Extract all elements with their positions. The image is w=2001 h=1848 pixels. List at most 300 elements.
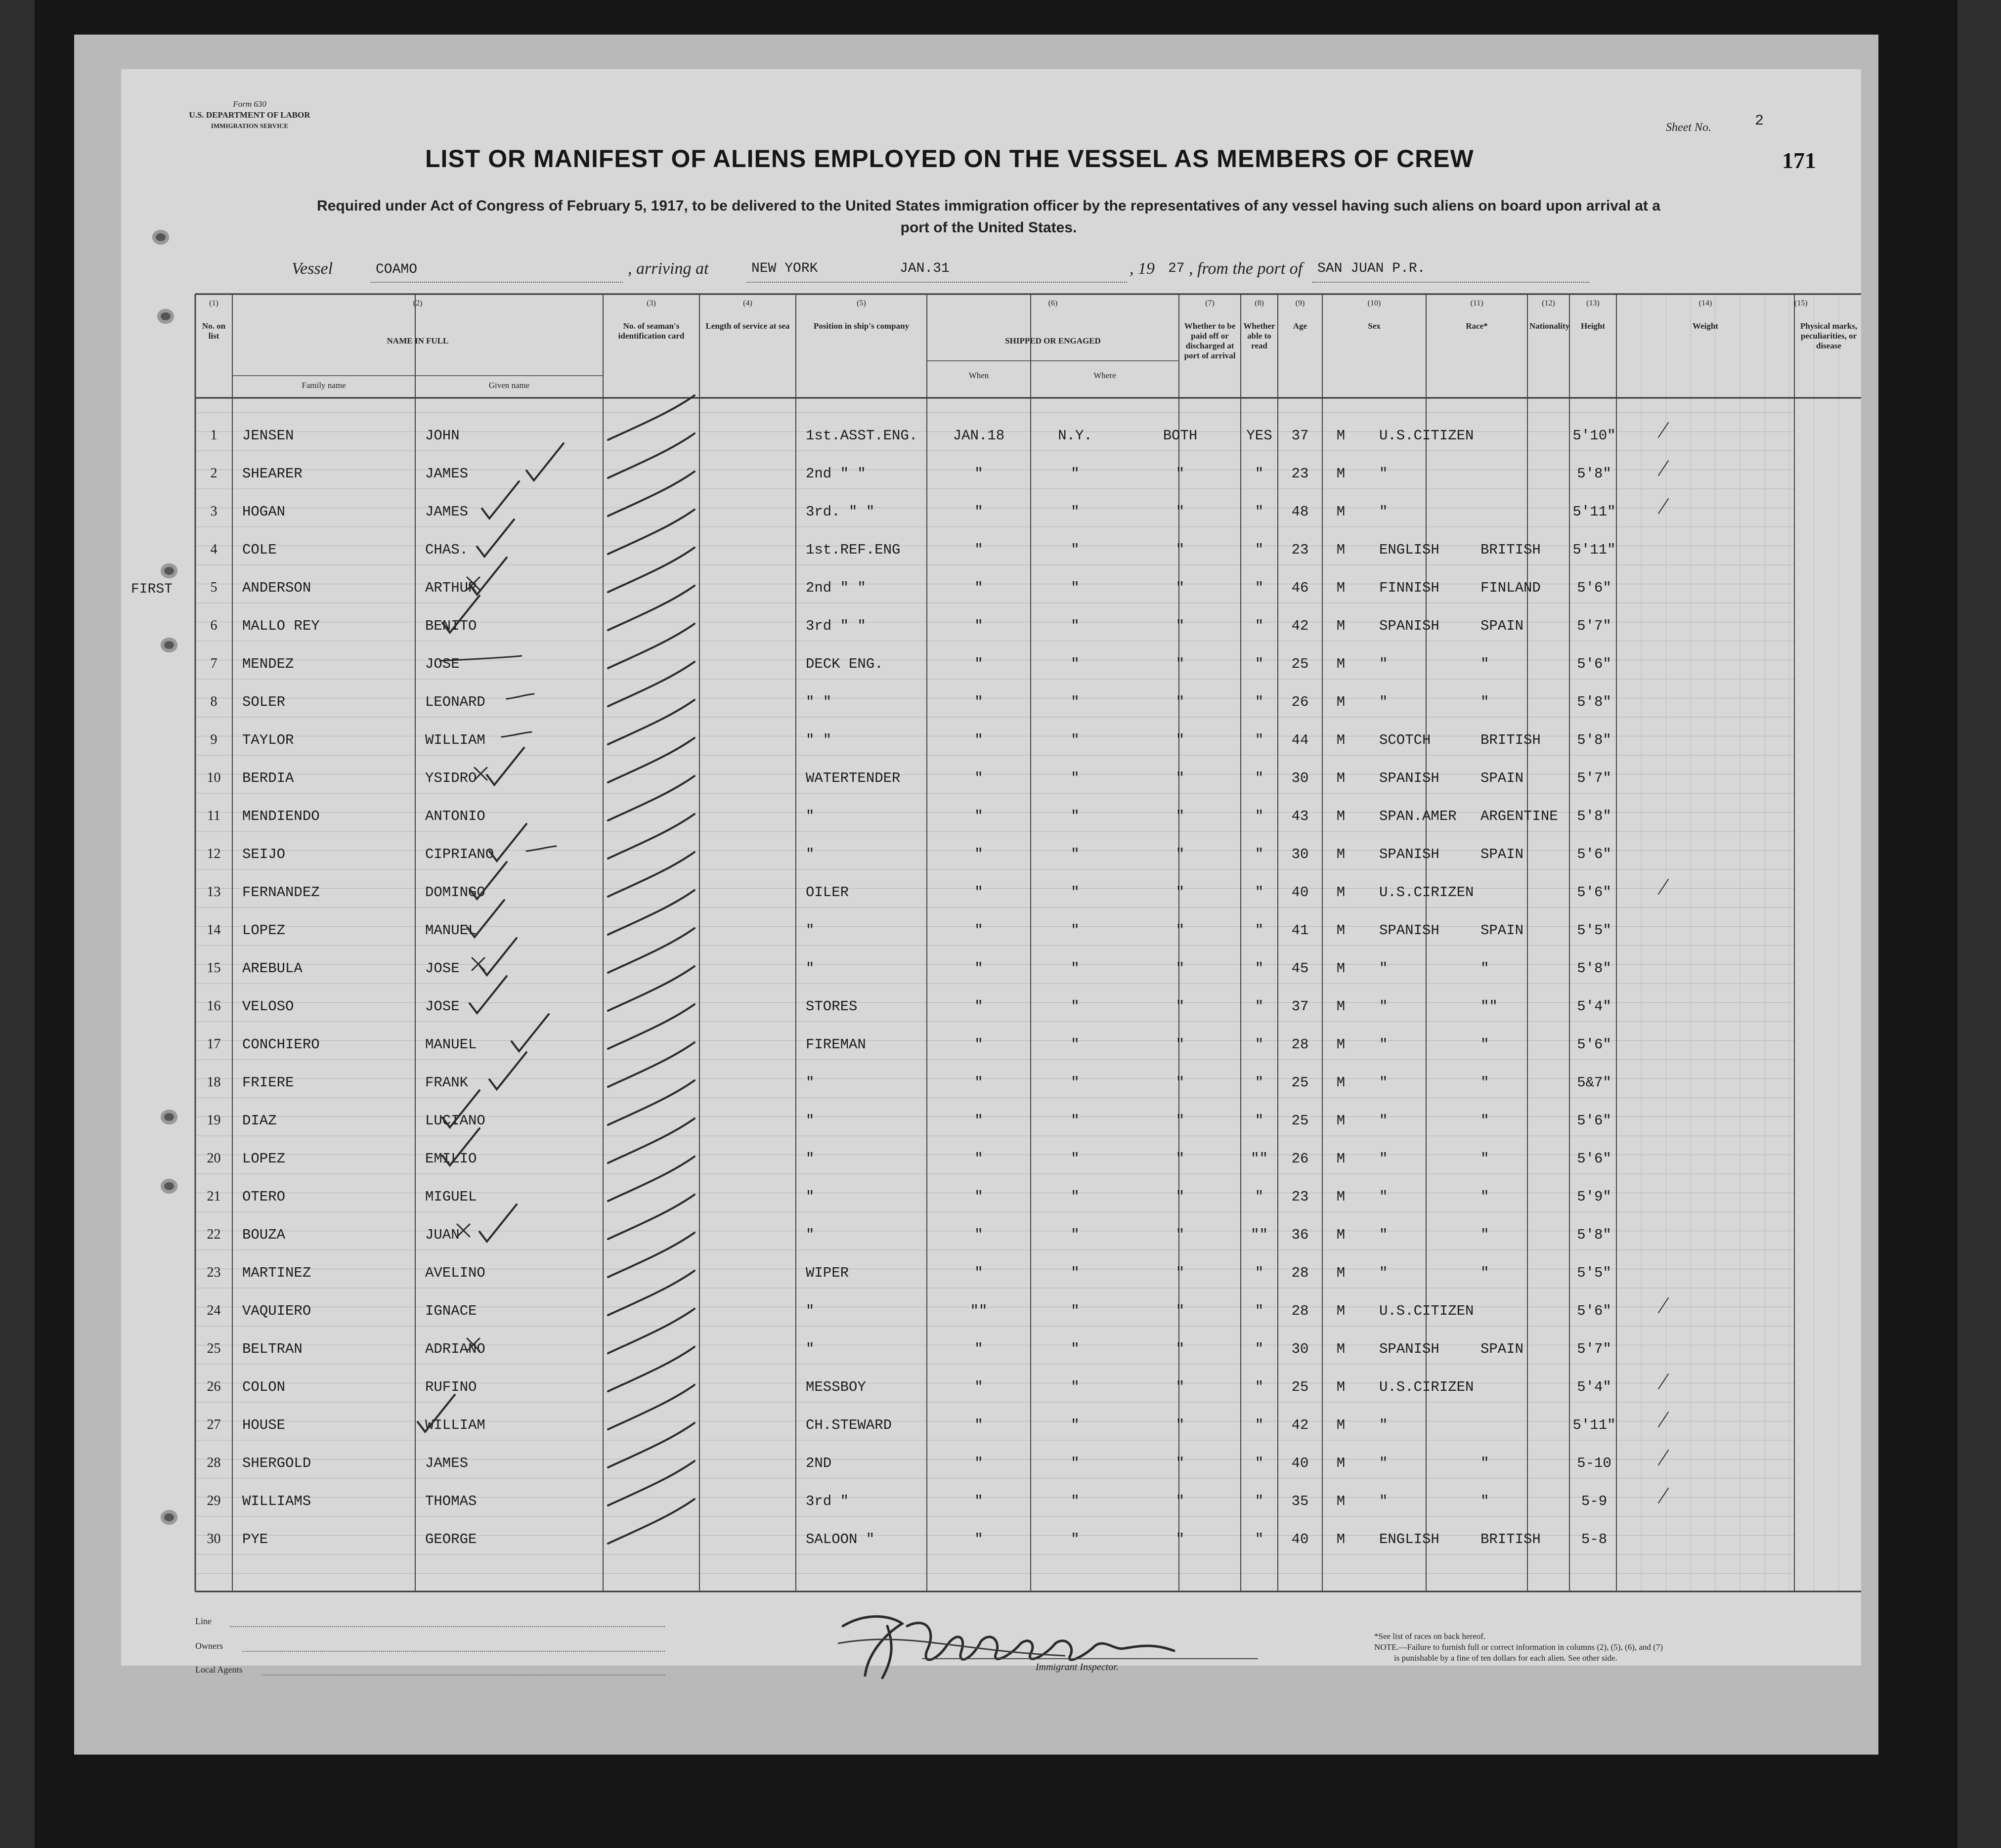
pen-stroke [479, 938, 517, 975]
pen-stroke [608, 1118, 695, 1163]
cell-no: 21 [207, 1189, 221, 1204]
cell-read: " [1255, 656, 1264, 672]
cell-age: 26 [1291, 694, 1309, 710]
column-header: Age [1293, 321, 1307, 331]
cell-read: " [1255, 1417, 1264, 1433]
binder-hole-icon [161, 1110, 177, 1124]
cell-given: GEORGE [425, 1531, 477, 1547]
cell-age: 25 [1291, 1074, 1309, 1091]
cell-race: U.S.CITIZEN [1379, 428, 1474, 444]
cell-where: " [1071, 1074, 1080, 1091]
cell-given: EMILIO [425, 1151, 477, 1167]
cell-position: 2ND [806, 1455, 832, 1471]
cell-paid: " [1175, 1303, 1185, 1319]
cell-family: MALLO REY [242, 618, 320, 634]
cell-position: 3rd " [806, 1493, 849, 1509]
cell-sex: M [1336, 1417, 1346, 1433]
cell-family: SOLER [242, 694, 286, 710]
cell-given: YSIDRO [425, 770, 477, 786]
pen-stroke [489, 824, 526, 861]
cell-given: ARTHUR [425, 580, 477, 596]
cell-family: COLON [242, 1379, 286, 1395]
footnote [1374, 1631, 1663, 1664]
cell-given: JOHN [425, 428, 460, 444]
cell-height: 5'8" [1577, 960, 1611, 977]
cell-family: BOUZA [242, 1227, 286, 1243]
agents-label: Local Agents [195, 1665, 243, 1675]
cell-age: 23 [1291, 466, 1309, 482]
cell-nationality: BRITISH [1480, 1531, 1541, 1547]
cell-position: 3rd. " " [806, 504, 875, 520]
pen-stroke [608, 472, 695, 516]
pen-stroke [608, 1423, 695, 1467]
column-header: Sex [1368, 321, 1381, 331]
cell-no: 22 [207, 1227, 221, 1242]
column-subheader: When [968, 371, 989, 380]
cell-position: SALOON " [806, 1531, 875, 1547]
pen-stroke [608, 1461, 695, 1505]
cell-position: WATERTENDER [806, 770, 901, 786]
cell-height: 5'6" [1577, 1113, 1611, 1129]
column-number: (11) [1470, 299, 1483, 307]
cell-family: MARTINEZ [242, 1265, 311, 1281]
pen-stroke [1658, 499, 1668, 514]
cell-sex: M [1336, 1151, 1346, 1167]
cell-given: WILLIAM [425, 732, 485, 748]
cell-no: 24 [207, 1303, 221, 1318]
cell-where: " [1071, 1265, 1080, 1281]
cell-position: DECK ENG. [806, 656, 883, 672]
pen-stroke [470, 862, 507, 899]
cell-read: " [1255, 884, 1264, 901]
cell-when: " [974, 1417, 983, 1433]
pen-stroke [1658, 461, 1668, 475]
agents-rule [262, 1675, 665, 1676]
column-header: Nationality [1529, 321, 1570, 331]
cell-when: " [974, 656, 983, 672]
cell-sex: M [1336, 1341, 1346, 1357]
cell-no: 14 [207, 922, 221, 938]
cell-no: 8 [210, 694, 218, 709]
pen-stroke [608, 1499, 695, 1544]
pen-stroke [1658, 1298, 1668, 1313]
cell-family: TAYLOR [242, 732, 294, 748]
cell-no: 3 [210, 504, 218, 519]
cell-nationality: " [1480, 1036, 1489, 1053]
cell-age: 48 [1291, 504, 1309, 520]
cell-family: HOGAN [242, 504, 286, 520]
cell-paid: " [1175, 960, 1185, 977]
cell-height: 5'7" [1577, 618, 1611, 634]
cell-position: " [806, 1189, 815, 1205]
cell-no: 13 [207, 884, 221, 900]
pen-stroke [502, 732, 531, 737]
cell-read: " [1255, 1455, 1264, 1471]
cell-given: LEONARD [425, 694, 485, 710]
cell-age: 45 [1291, 960, 1309, 977]
cell-when: " [974, 1074, 983, 1091]
cell-family: LOPEZ [242, 1151, 286, 1167]
cell-age: 40 [1291, 1455, 1309, 1471]
pen-marks [121, 69, 1861, 1666]
cell-given: LUCIANO [425, 1113, 485, 1129]
cell-nationality: " [1480, 694, 1489, 710]
cell-sex: M [1336, 1531, 1346, 1547]
cell-sex: M [1336, 656, 1346, 672]
cell-read: " [1255, 1189, 1264, 1205]
pen-stroke [608, 738, 695, 782]
cell-when: " [974, 1189, 983, 1205]
cell-paid: " [1175, 1379, 1185, 1395]
cell-given: CHAS. [425, 542, 469, 558]
cell-sex: M [1336, 1493, 1346, 1509]
cell-where: " [1071, 542, 1080, 558]
cell-nationality: SPAIN [1480, 922, 1524, 939]
cell-read: " [1255, 1379, 1264, 1395]
column-header: NAME IN FULL [387, 336, 449, 345]
cell-paid: " [1175, 1265, 1185, 1281]
pen-stroke [608, 586, 695, 630]
cell-race: FINNISH [1379, 580, 1439, 596]
cell-paid: " [1175, 884, 1185, 901]
cell-where: " [1071, 1455, 1080, 1471]
cell-race: " [1379, 1493, 1388, 1509]
cell-age: 46 [1291, 580, 1309, 596]
cell-position: 1st.ASST.ENG. [806, 428, 918, 444]
cell-nationality: " [1480, 1493, 1489, 1509]
cell-height: 5'6" [1577, 580, 1611, 596]
cell-where: " [1071, 1151, 1080, 1167]
inspector-label: Immigrant Inspector. [1036, 1662, 1119, 1673]
pen-stroke [608, 852, 695, 897]
cell-sex: M [1336, 1227, 1346, 1243]
cell-no: 16 [207, 998, 221, 1014]
cell-paid: BOTH [1163, 428, 1198, 444]
cell-age: 44 [1291, 732, 1309, 748]
cell-no: 28 [207, 1455, 221, 1470]
cell-read: " [1255, 770, 1264, 786]
cell-family: MENDEZ [242, 656, 294, 672]
department-name: U.S. DEPARTMENT OF LABOR [189, 110, 310, 120]
pen-stroke [442, 1128, 479, 1165]
cell-paid: " [1175, 1227, 1185, 1243]
column-header: No. on list [202, 321, 226, 341]
pen-stroke [608, 1080, 695, 1125]
cell-height: 5'6" [1577, 846, 1611, 862]
cell-when: " [974, 1113, 983, 1129]
cell-when: " [974, 1151, 983, 1167]
cell-paid: " [1175, 1189, 1185, 1205]
service-name: IMMIGRATION SERVICE [211, 122, 289, 129]
cell-family: BERDIA [242, 770, 294, 786]
cell-height: 5-9 [1581, 1493, 1608, 1509]
cell-paid: " [1175, 580, 1185, 596]
cell-given: JUAN [425, 1227, 460, 1243]
cell-where: " [1071, 770, 1080, 786]
cell-where: " [1071, 808, 1080, 824]
cell-when: " [974, 694, 983, 710]
column-header: Physical marks, peculiarities, or disease [1800, 321, 1858, 350]
cell-family: CONCHIERO [242, 1036, 320, 1053]
cell-given: JOSE [425, 960, 460, 977]
cell-position: 3rd " " [806, 618, 866, 634]
cell-sex: M [1336, 694, 1346, 710]
cell-where: " [1071, 504, 1080, 520]
cell-position: " [806, 960, 815, 977]
cell-paid: " [1175, 1036, 1185, 1053]
column-header: Weight [1693, 321, 1718, 331]
departure-port: SAN JUAN P.R. [1317, 261, 1426, 276]
cell-sex: M [1336, 1303, 1346, 1319]
cell-age: 40 [1291, 1531, 1309, 1547]
pen-stroke [1658, 1374, 1668, 1389]
cell-nationality: SPAIN [1480, 1341, 1524, 1357]
cell-where: " [1071, 1379, 1080, 1395]
cell-where: " [1071, 884, 1080, 901]
column-number: (12) [1542, 299, 1555, 307]
cell-no: 7 [210, 656, 218, 671]
cell-sex: M [1336, 770, 1346, 786]
cell-where: " [1071, 618, 1080, 634]
pen-stroke [472, 958, 484, 970]
cell-age: 37 [1291, 428, 1309, 444]
cell-paid: " [1175, 466, 1185, 482]
cell-where: " [1071, 1113, 1080, 1129]
manifest-title: LIST OR MANIFEST OF ALIENS EMPLOYED ON THE VESSEL AS MEMBERS OF CREW [425, 145, 1474, 172]
cell-where: " [1071, 1531, 1080, 1547]
cell-when: " [974, 504, 983, 520]
cell-given: JAMES [425, 504, 469, 520]
cell-where: " [1071, 694, 1080, 710]
cell-given: RUFINO [425, 1379, 477, 1395]
cell-no: 27 [207, 1417, 221, 1432]
sheet-number: 2 [1755, 113, 1764, 129]
pen-stroke [608, 1195, 695, 1239]
cell-height: 5-10 [1577, 1455, 1611, 1471]
cell-paid: " [1175, 656, 1185, 672]
cell-age: 37 [1291, 998, 1309, 1015]
cell-sex: M [1336, 1036, 1346, 1053]
cell-read: " [1255, 998, 1264, 1015]
cell-position: 2nd " " [806, 580, 866, 596]
cell-position: " " [806, 732, 832, 748]
cell-when: " [974, 580, 983, 596]
cell-height: 5'5" [1577, 1265, 1611, 1281]
cell-read: " [1255, 1074, 1264, 1091]
cell-where: " [1071, 656, 1080, 672]
cell-position: OILER [806, 884, 849, 901]
cell-race: " [1379, 1074, 1388, 1091]
cell-where: " [1071, 960, 1080, 977]
cell-age: 28 [1291, 1036, 1309, 1053]
cell-given: MIGUEL [425, 1189, 477, 1205]
cell-age: 36 [1291, 1227, 1309, 1243]
column-number: (6) [1048, 299, 1058, 307]
cell-sex: M [1336, 428, 1346, 444]
cell-read: " [1255, 1341, 1264, 1357]
cell-family: SHEARER [242, 466, 303, 482]
cell-age: 35 [1291, 1493, 1309, 1509]
cell-given: JOSE [425, 998, 460, 1015]
column-header: Position in ship's company [813, 321, 910, 331]
cell-no: 25 [207, 1341, 221, 1356]
cell-race: SPAN.AMER [1379, 808, 1457, 824]
cell-position: CH.STEWARD [806, 1417, 892, 1433]
cell-no: 20 [207, 1151, 221, 1166]
cell-position: " " [806, 694, 832, 710]
cell-age: 26 [1291, 1151, 1309, 1167]
cell-paid: " [1175, 1493, 1185, 1509]
cell-height: 5'8" [1577, 694, 1611, 710]
cell-read: " [1255, 1531, 1264, 1547]
pen-stroke [608, 510, 695, 554]
cell-sex: M [1336, 998, 1346, 1015]
pen-stroke [1658, 879, 1668, 894]
left-binding [0, 0, 35, 1848]
cell-race: ENGLISH [1379, 1531, 1439, 1547]
cell-height: 5'11" [1572, 1417, 1616, 1433]
cell-where: " [1071, 732, 1080, 748]
subtitle-line-1: Required under Act of Congress of February 5, 1917, to be delivered to the United States immigration officer by the representatives of any vessel having such aliens on board upon arrival at a [317, 198, 1660, 214]
cell-race: ENGLISH [1379, 542, 1439, 558]
cell-paid: " [1175, 998, 1185, 1015]
cell-paid: " [1175, 1151, 1185, 1167]
cell-family: VAQUIERO [242, 1303, 311, 1319]
column-subheader: Where [1093, 371, 1116, 380]
cell-race: " [1379, 504, 1388, 520]
arrival-date: JAN.31 [900, 261, 950, 276]
cell-nationality: " [1480, 1265, 1489, 1281]
cell-no: 6 [210, 618, 218, 633]
cell-nationality: " [1480, 960, 1489, 977]
pen-stroke [608, 776, 695, 820]
cell-position: " [806, 1303, 815, 1319]
cell-when: " [974, 1493, 983, 1509]
line-rule [230, 1626, 665, 1627]
cell-height: 5'8" [1577, 466, 1611, 482]
cell-age: 30 [1291, 1341, 1309, 1357]
cell-nationality: FINLAND [1480, 580, 1541, 596]
cell-height: 5'4" [1577, 1379, 1611, 1395]
cell-given: MANUEL [425, 922, 477, 939]
cell-sex: M [1336, 618, 1346, 634]
cell-given: DOMINGO [425, 884, 485, 901]
cell-position: " [806, 1341, 815, 1357]
cell-position: " [806, 846, 815, 862]
cell-paid: " [1175, 504, 1185, 520]
cell-position: 1st.REF.ENG [806, 542, 901, 558]
cell-given: WILLIAM [425, 1417, 485, 1433]
pen-stroke [608, 624, 695, 668]
owners-label: Owners [195, 1641, 223, 1651]
cell-race: " [1379, 656, 1388, 672]
cell-height: 5'5" [1577, 922, 1611, 939]
cell-nationality: BRITISH [1480, 542, 1541, 558]
cell-race: SCOTCH [1379, 732, 1431, 748]
cell-sex: M [1336, 1265, 1346, 1281]
column-header: Whether to be paid off or discharged at port of arrival [1184, 321, 1236, 360]
cell-age: 43 [1291, 808, 1309, 824]
column-number: (14) [1698, 299, 1712, 307]
cell-read: " [1255, 1113, 1264, 1129]
cell-when: " [974, 770, 983, 786]
arrival-port: NEW YORK [751, 261, 818, 276]
pen-stroke [470, 976, 507, 1013]
cell-height: 5'11" [1572, 542, 1616, 558]
cell-position: " [806, 808, 815, 824]
binder-hole-icon [152, 230, 169, 245]
page-number: 171 [1782, 148, 1816, 173]
cell-no: 23 [207, 1265, 221, 1280]
cell-age: 25 [1291, 656, 1309, 672]
cell-nationality: SPAIN [1480, 770, 1524, 786]
cell-position: " [806, 1227, 815, 1243]
cell-read: " [1255, 694, 1264, 710]
column-header: Height [1580, 321, 1606, 331]
cell-when: " [974, 1036, 983, 1053]
cell-given: ANTONIO [425, 808, 485, 824]
subtitle-line-2: port of the United States. [900, 219, 1077, 236]
pen-stroke [1658, 423, 1668, 437]
cell-family: PYE [242, 1531, 268, 1547]
pen-stroke [608, 966, 695, 1011]
pen-stroke [608, 1004, 695, 1049]
cell-no: 19 [207, 1113, 221, 1128]
cell-race: " [1379, 1151, 1388, 1167]
cell-no: 2 [210, 466, 218, 481]
cell-paid: " [1175, 618, 1185, 634]
pen-stroke [608, 1233, 695, 1277]
cell-age: 23 [1291, 542, 1309, 558]
cell-nationality: SPAIN [1480, 618, 1524, 634]
pen-stroke [442, 1090, 479, 1127]
cell-family: COLE [242, 542, 277, 558]
cell-when: " [974, 466, 983, 482]
cell-where: " [1071, 1493, 1080, 1509]
pen-stroke [418, 1395, 455, 1432]
cell-when: " [974, 1265, 983, 1281]
pen-stroke [512, 1014, 549, 1051]
cell-height: 5&7" [1577, 1074, 1611, 1091]
binder-hole-icon [161, 638, 177, 652]
cell-height: 5'8" [1577, 732, 1611, 748]
cell-sex: M [1336, 1379, 1346, 1395]
cell-family: OTERO [242, 1189, 286, 1205]
cell-when: " [974, 732, 983, 748]
margin-note: FIRST [131, 582, 173, 597]
cell-paid: " [1175, 542, 1185, 558]
pen-stroke [487, 748, 524, 785]
column-header: SHIPPED OR ENGAGED [1005, 336, 1101, 345]
cell-when: " [974, 1455, 983, 1471]
cell-race: SPANISH [1379, 770, 1439, 786]
cell-nationality: " [1480, 656, 1489, 672]
cell-given: AVELINO [425, 1265, 485, 1281]
column-number: (15) [1794, 299, 1808, 307]
cell-read: " [1255, 618, 1264, 634]
cell-paid: " [1175, 808, 1185, 824]
cell-paid: " [1175, 1074, 1185, 1091]
cell-height: 5'6" [1577, 656, 1611, 672]
cell-no: 10 [207, 770, 221, 785]
cell-when: " [974, 1227, 983, 1243]
cell-read: " [1255, 922, 1264, 939]
cell-no: 18 [207, 1074, 221, 1090]
cell-nationality: " [1480, 1074, 1489, 1091]
cell-no: 12 [207, 846, 221, 861]
cell-position: " [806, 1113, 815, 1129]
cell-paid: " [1175, 1341, 1185, 1357]
